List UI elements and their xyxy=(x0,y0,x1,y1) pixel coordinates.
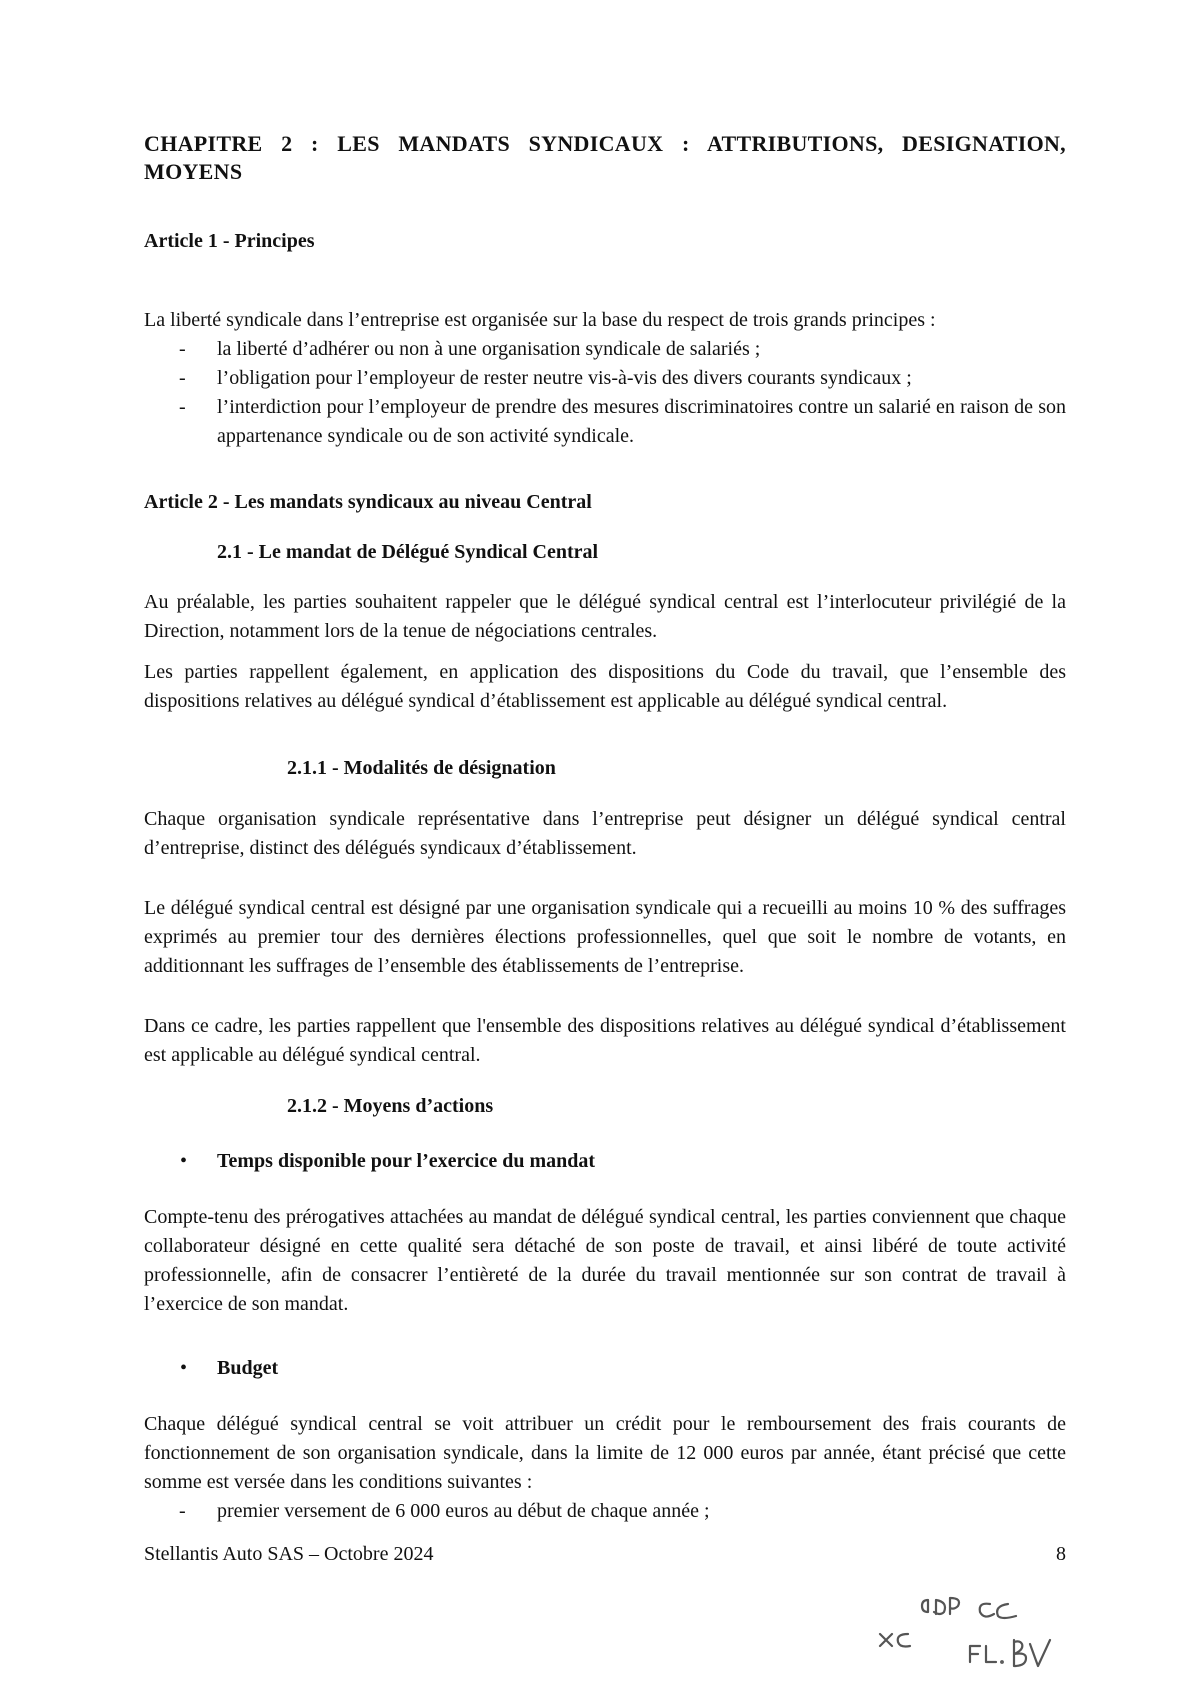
section-2-1-paragraph-2: Les parties rappellent également, en application des dispositions du Code du travail, que l’ensemble des dispositions relatives au délégué syndical d’établissement est applicable au délégué syndical central. xyxy=(144,661,1066,712)
section-2-1-paragraph-1: Au préalable, les parties souhaitent rappeler que le délégué syndical central est l’interlocuteur privilégié de la Direction, notamment lors de la tenue de négociations centrales. xyxy=(144,591,1066,642)
bullet-icon: • xyxy=(180,1150,188,1172)
bullet-icon: • xyxy=(180,1357,188,1379)
article-1-intro: La liberté syndicale dans l’entreprise est organisée sur la base du respect de trois grands principes : xyxy=(144,309,936,331)
article-1-heading: Article 1 - Principes xyxy=(144,230,315,252)
principles-list xyxy=(144,335,1066,451)
section-2-1-2-paragraph-2: Chaque délégué syndical central se voit attribuer un crédit pour le remboursement des frais courants de fonctionnement de son organisation syndicale, dans la limite de 12 000 euros par année, étant précisé que cette somme est versée dans les conditions suivantes : xyxy=(144,1413,1066,1493)
list-item: - l’obligation pour l’employeur de rester neutre vis-à-vis des divers courants syndicaux ; xyxy=(144,364,1066,393)
section-2-1-1-paragraph-1: Chaque organisation syndicale représentative dans l’entreprise peut désigner un délégué syndical central d’entreprise, distinct des délégués syndicaux d’établissement. xyxy=(144,808,1066,859)
section-2-1-1-paragraph-3: Dans ce cadre, les parties rappellent que l'ensemble des dispositions relatives au délégué syndical d’établissement est applicable au délégué syndical central. xyxy=(144,1015,1066,1066)
handwritten-initials-signature xyxy=(876,1584,1056,1684)
chapter-title: CHAPITRE 2 : LES MANDATS SYNDICAUX : ATTRIBUTIONS, DESIGNATION, MOYENS xyxy=(144,131,1066,184)
payment-list xyxy=(144,1497,1066,1526)
section-2-1-1-heading: 2.1.1 - Modalités de désignation xyxy=(287,757,556,779)
footer-company-date: Stellantis Auto SAS – Octobre 2024 xyxy=(144,1543,434,1565)
list-item: - l’interdiction pour l’employeur de prendre des mesures discriminatoires contre un salarié en raison de son appartenance syndicale ou de son activité syndicale. xyxy=(144,393,1066,451)
section-2-1-heading: 2.1 - Le mandat de Délégué Syndical Central xyxy=(217,541,599,563)
article-2-heading: Article 2 - Les mandats syndicaux au niveau Central xyxy=(144,491,592,513)
list-item: - premier versement de 6 000 euros au début de chaque année ; xyxy=(144,1497,1066,1526)
section-2-1-2-paragraph-1: Compte-tenu des prérogatives attachées au mandat de délégué syndical central, les parties conviennent que chaque collaborateur désigné en cette qualité sera détaché de son poste de travail, et ainsi libéré de toute activité professionnelle, afin de consacrer l’entièreté de la durée du travail mentionnée sur son contrat de travail à l’exercice de son mandat. xyxy=(144,1206,1066,1315)
bullet-label: Budget xyxy=(217,1357,279,1379)
list-item: - la liberté d’adhérer ou non à une organisation syndicale de salariés ; xyxy=(144,335,1066,364)
bullet-budget xyxy=(144,1354,1066,1383)
footer-page-number: 8 xyxy=(1056,1543,1066,1565)
section-2-1-1-paragraph-2: Le délégué syndical central est désigné par une organisation syndicale qui a recueilli au moins 10 % des suffrages exprimés au premier tour des dernières élections professionnelles, quel que soit le nombre de votants, en additionnant les suffrages de l’ensemble des établissements de l’entreprise. xyxy=(144,897,1066,977)
bullet-label: Temps disponible pour l’exercice du mandat xyxy=(217,1150,596,1172)
bullet-time-available xyxy=(144,1147,1066,1176)
section-2-1-2-heading: 2.1.2 - Moyens d’actions xyxy=(287,1095,494,1117)
